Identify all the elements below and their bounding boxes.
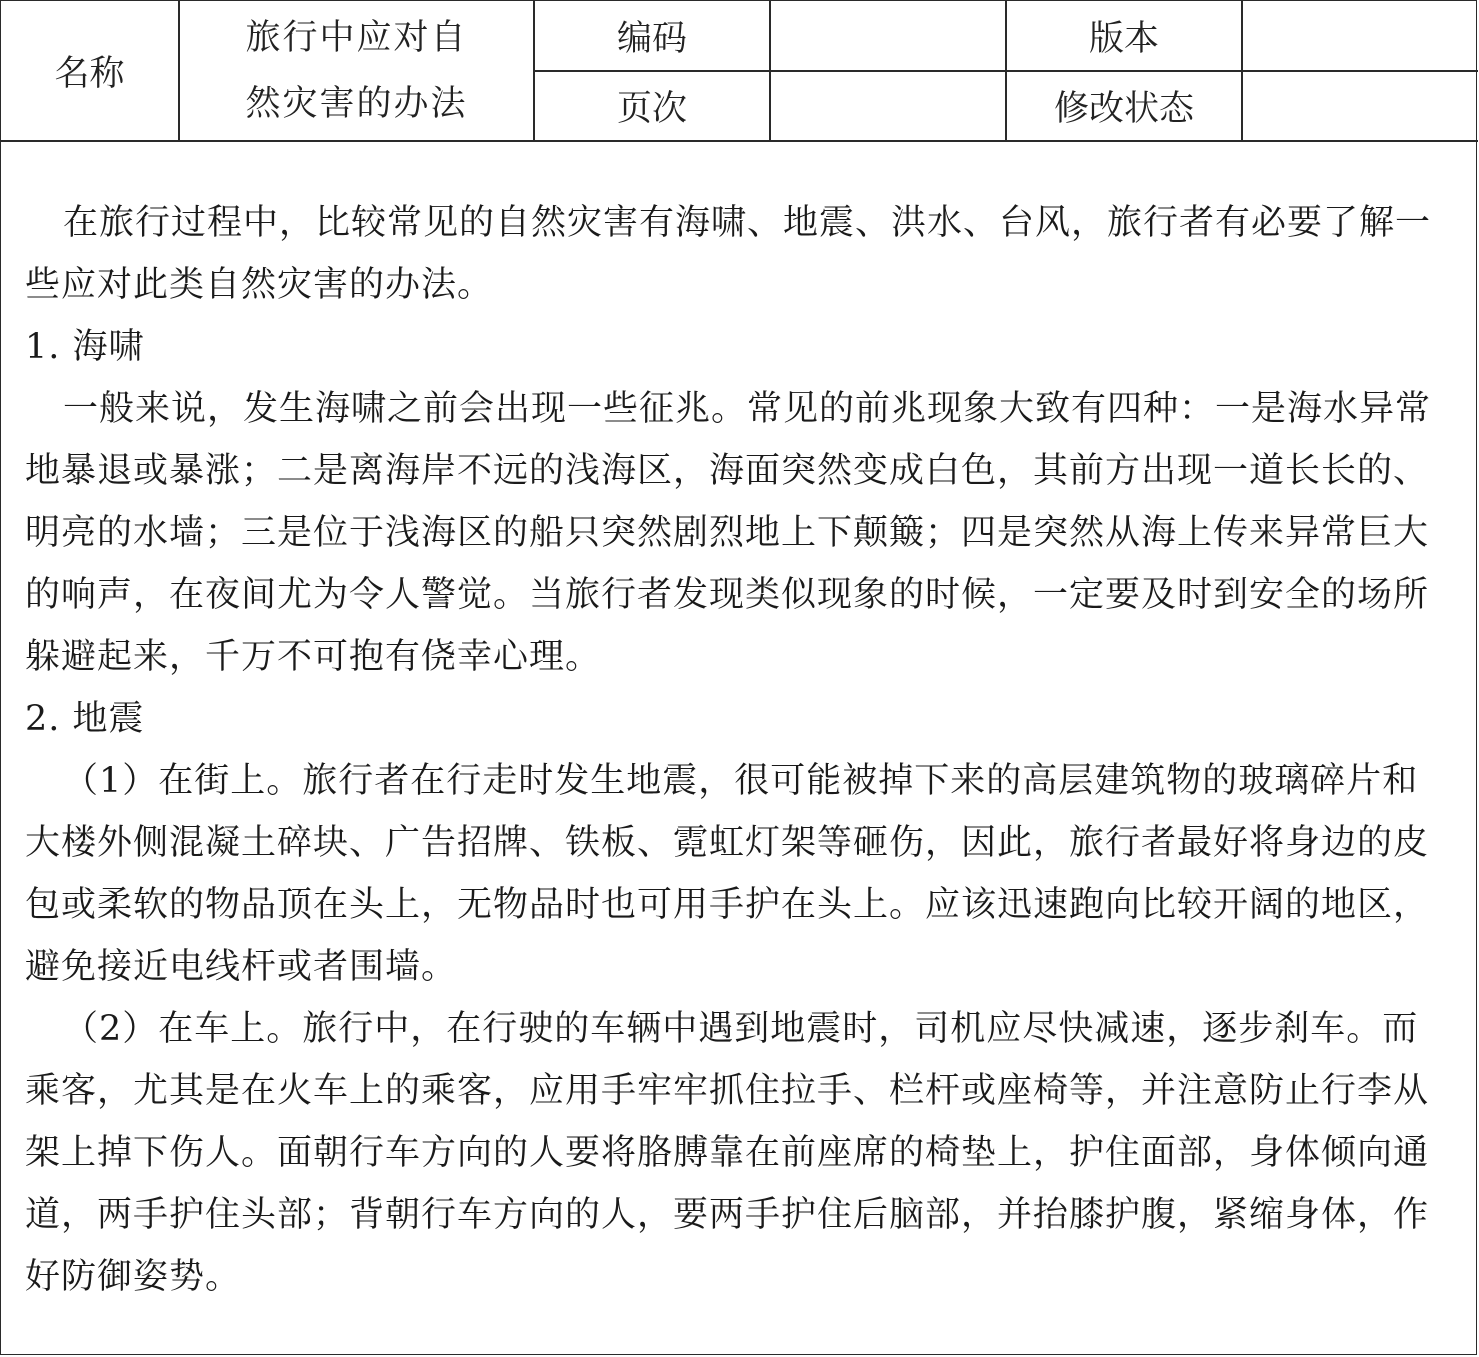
version-label: 版本: [1006, 1, 1242, 71]
status-label: 修改状态: [1006, 71, 1242, 141]
code-label: 编码: [534, 1, 770, 71]
status-value: [1242, 71, 1478, 141]
document-title: [179, 1, 534, 141]
code-value: [770, 1, 1006, 71]
version-value: [1242, 1, 1478, 71]
page-value: [770, 71, 1006, 141]
tsunami-paragraph: 一般来说，发生海啸之前会出现一些征兆。常见的前兆现象大致有四种：一是海水异常地暴退或暴涨；二是离海岸不远的浅海区，海面突然变成白色，其前方出现一道长长的、明亮的水墙；三是位于浅海区的船只突然剧烈地上下颠簸；四是突然从海上传来异常巨大的响声，在夜间尤为令人警觉。当旅行者发现类似现象的时候，一定要及时到安全的场所躲避起来，千万不可抱有侥幸心理。: [25, 389, 1432, 677]
document-title-line1: 旅行中应对自: [245, 17, 468, 58]
earthquake-street-paragraph: （1）在街上。旅行者在行走时发生地震，很可能被掉下来的高层建筑物的玻璃碎片和大楼外侧混凝土碎块、广告招牌、铁板、霓虹灯架等砸伤，因此，旅行者最好将身边的皮包或柔软的物品顶在头上，无物品时也可用手护在头上。应该迅速跑向比较开阔的地区，避免接近电线杆或者围墙。: [25, 761, 1430, 987]
header-table: [1, 1, 1478, 142]
name-label: 名称: [1, 1, 179, 141]
document-body: [1, 142, 1476, 1308]
section-heading-tsunami: 1. 海啸: [25, 327, 145, 367]
document-title-line2: 然灾害的办法: [245, 83, 468, 124]
page-label: 页次: [534, 71, 770, 141]
earthquake-vehicle-paragraph: （2）在车上。旅行中，在行驶的车辆中遇到地震时，司机应尽快减速，逐步刹车。而乘客，尤其是在火车上的乘客，应用手牢牢抓住拉手、栏杆或座椅等，并注意防止行李从架上掉下伤人。面朝行车方向的人要将胳膊靠在前座席的椅垫上，护住面部，身体倾向通道，两手护住头部；背朝行车方向的人，要两手护住后脑部，并抬膝护腹，紧缩身体，作好防御姿势。: [25, 1009, 1430, 1297]
section-heading-earthquake: 2. 地震: [25, 699, 145, 739]
intro-paragraph: 在旅行过程中，比较常见的自然灾害有海啸、地震、洪水、台风，旅行者有必要了解一些应对此类自然灾害的办法。: [25, 203, 1432, 305]
